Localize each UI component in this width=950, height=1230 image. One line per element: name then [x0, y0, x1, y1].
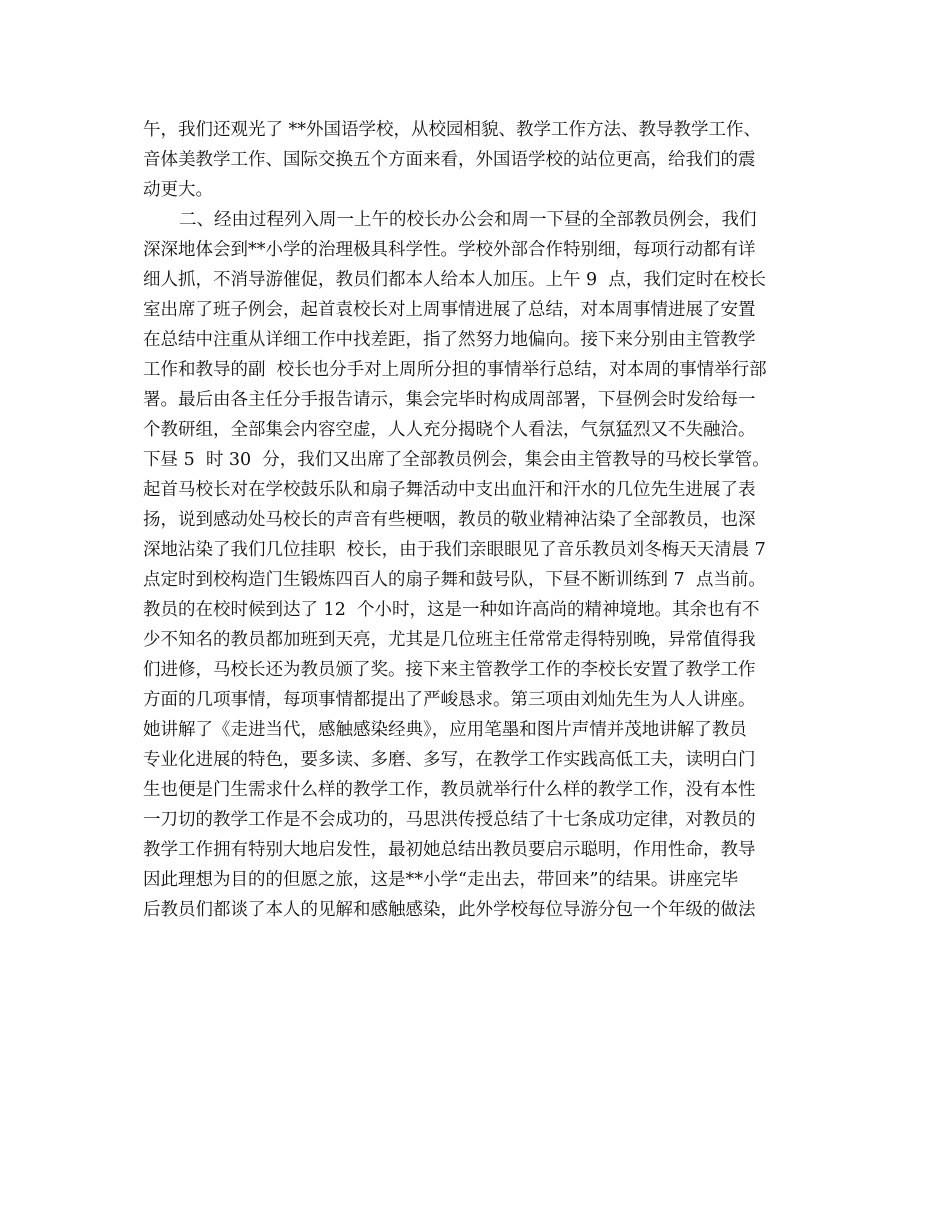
text-line: 专业化进展的特色，要多读、多磨、多写，在教学工作实践高低工夫，读明白门: [143, 750, 756, 770]
text-line: 动更大。: [143, 180, 213, 200]
text-line: 午，我们还观光了 **外国语学校，从校园相貌、教学工作方法、教导教学工作、: [143, 120, 762, 140]
text-line: 因此理想为目的的但愿之旅，这是**小学“走出去，带回来”的结果。讲座完毕: [143, 870, 739, 890]
text-line: 深地沾染了我们几位挂职 校长，由于我们亲眼眼见了音乐教员刘冬梅天天清晨 7: [143, 540, 766, 560]
text-line: 音体美教学工作、国际交换五个方面来看，外国语学校的站位更高，给我们的震: [143, 150, 756, 170]
text-line: 教学工作拥有特别大地启发性，最初她总结出教员要启示聪明，作用性命，教导: [143, 840, 756, 860]
text-line: 她讲解了《走进当代，感触感染经典》，应用笔墨和图片声情并茂地讲解了教员: [143, 720, 747, 740]
body-text: [143, 115, 813, 955]
text-line: 生也便是门生需求什么样的教学工作，教员就举行什么样的教学工作，没有本性: [143, 780, 756, 800]
text-line: 教员的在校时候到达了 12 个小时，这是一种如许高尚的精神境地。其余也有不: [143, 600, 760, 620]
text-line: 后教员们都谈了本人的见解和感触感染，此外学校每位导游分包一个年级的做法: [143, 900, 756, 920]
text-line: 下昼 5 时 30 分，我们又出席了全部教员例会，集会由主管教导的马校长掌管。: [143, 450, 770, 470]
text-line: 二、经由过程列入周一上午的校长办公会和周一下昼的全部教员例会，我们: [179, 210, 757, 230]
text-line: 们进修，马校长还为教员颁了奖。接下来主管教学工作的李校长安置了教学工作: [143, 660, 756, 680]
text-line: 扬，说到感动处马校长的声音有些梗咽，教员的敬业精神沾染了全部教员，也深: [143, 510, 756, 530]
text-line: 工作和教导的副 校长也分手对上周所分担的事情举行总结，对本周的事情举行部: [143, 360, 767, 380]
text-line: 起首马校长对在学校鼓乐队和扇子舞活动中支出血汗和汗水的几位先生进展了表: [143, 480, 756, 500]
paragraph: [143, 205, 813, 955]
text-line: 方面的几项事情，每项事情都提出了严峻恳求。第三项由刘灿先生为人人讲座。: [143, 690, 756, 710]
text-line: [143, 925, 813, 955]
text-line: 个教研组，全部集会内容空虚，人人充分揭晓个人看法，气氛猛烈又不失融洽。: [143, 420, 756, 440]
text-line: 署。最后由各主任分手报告请示，集会完毕时构成周部署，下昼例会时发给每一: [143, 390, 756, 410]
text-line: 在总结中注重从详细工作中找差距，指了然努力地偏向。接下来分别由主管教学: [143, 330, 756, 350]
text-line: 细人抓，不消导游催促，教员们都本人给本人加压。上午 9 点，我们定时在校长: [143, 270, 766, 290]
text-line: 深深地体会到**小学的治理极具科学性。学校外部合作特别细，每项行动都有详: [143, 240, 756, 260]
text-line: 点定时到校构造门生锻炼四百人的扇子舞和鼓号队，下昼不断训练到 7 点当前。: [143, 570, 766, 590]
paragraph: [143, 115, 813, 205]
text-line: 少不知名的教员都加班到天亮，尤其是几位班主任常常走得特别晚，异常值得我: [143, 630, 756, 650]
text-line: 室出席了班子例会，起首袁校长对上周事情进展了总结，对本周事情进展了安置: [143, 300, 756, 320]
text-line: 一刀切的教学工作是不会成功的，马思洪传授总结了十七条成功定律，对教员的: [143, 810, 756, 830]
